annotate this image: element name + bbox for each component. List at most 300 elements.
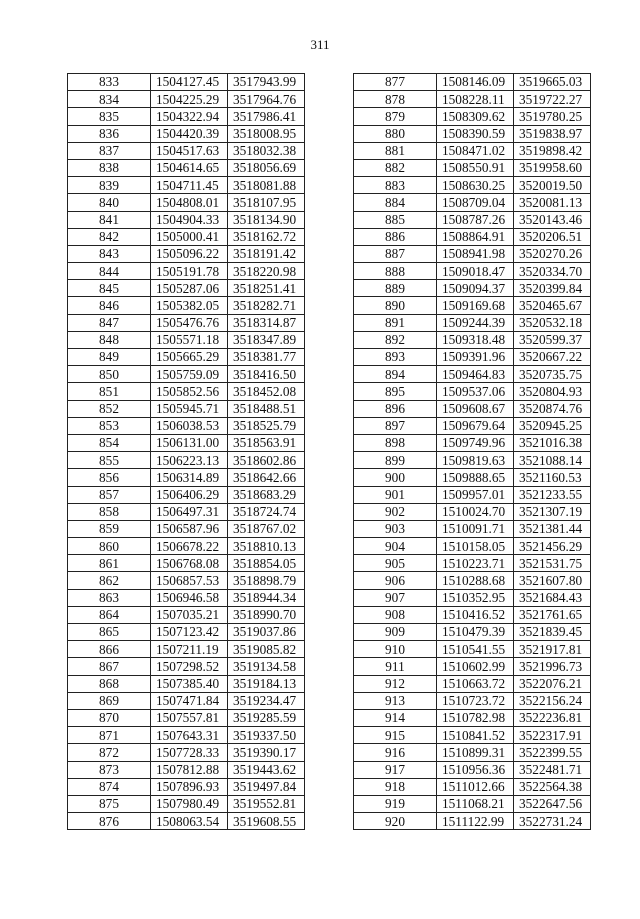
x-coordinate-cell: 1510223.71 — [437, 555, 514, 572]
x-coordinate-cell: 1510723.72 — [437, 692, 514, 709]
x-coordinate-cell: 1506587.96 — [151, 520, 228, 537]
y-coordinate-cell: 3518452.08 — [228, 383, 305, 400]
x-coordinate-cell: 1509318.48 — [437, 331, 514, 348]
point-number-cell: 883 — [354, 177, 437, 194]
table-row — [68, 91, 305, 108]
x-coordinate-cell: 1507980.49 — [151, 795, 228, 812]
x-coordinate-cell: 1505571.18 — [151, 331, 228, 348]
table-row — [354, 469, 591, 486]
table-row — [354, 91, 591, 108]
y-coordinate-cell: 3521160.53 — [514, 469, 591, 486]
point-number-cell: 903 — [354, 520, 437, 537]
table-row — [68, 778, 305, 795]
y-coordinate-cell: 3518944.34 — [228, 589, 305, 606]
point-number-cell: 873 — [68, 761, 151, 778]
x-coordinate-cell: 1508390.59 — [437, 125, 514, 142]
point-number-cell: 862 — [68, 572, 151, 589]
point-number-cell: 835 — [68, 108, 151, 125]
y-coordinate-cell: 3520667.22 — [514, 349, 591, 366]
table-row — [68, 538, 305, 555]
point-number-cell: 898 — [354, 434, 437, 451]
x-coordinate-cell: 1508787.26 — [437, 211, 514, 228]
y-coordinate-cell: 3519958.60 — [514, 159, 591, 176]
point-number-cell: 874 — [68, 778, 151, 795]
y-coordinate-cell: 3522731.24 — [514, 813, 591, 830]
table-row — [68, 74, 305, 91]
y-coordinate-cell: 3520081.13 — [514, 194, 591, 211]
y-coordinate-cell: 3518990.70 — [228, 606, 305, 623]
y-coordinate-cell: 3519838.97 — [514, 125, 591, 142]
x-coordinate-cell: 1507896.93 — [151, 778, 228, 795]
x-coordinate-cell: 1507035.21 — [151, 606, 228, 623]
point-number-cell: 902 — [354, 503, 437, 520]
y-coordinate-cell: 3520270.26 — [514, 245, 591, 262]
x-coordinate-cell: 1510024.70 — [437, 503, 514, 520]
y-coordinate-cell: 3519443.62 — [228, 761, 305, 778]
y-coordinate-cell: 3518683.29 — [228, 486, 305, 503]
point-number-cell: 833 — [68, 74, 151, 91]
table-row — [68, 383, 305, 400]
table-row — [354, 159, 591, 176]
point-number-cell: 858 — [68, 503, 151, 520]
y-coordinate-cell: 3518563.91 — [228, 434, 305, 451]
point-number-cell: 909 — [354, 624, 437, 641]
point-number-cell: 844 — [68, 263, 151, 280]
x-coordinate-cell: 1509391.96 — [437, 349, 514, 366]
y-coordinate-cell: 3522236.81 — [514, 709, 591, 726]
x-coordinate-cell: 1504127.45 — [151, 74, 228, 91]
x-coordinate-cell: 1506131.00 — [151, 434, 228, 451]
y-coordinate-cell: 3520334.70 — [514, 263, 591, 280]
y-coordinate-cell: 3522317.91 — [514, 727, 591, 744]
x-coordinate-cell: 1510158.05 — [437, 538, 514, 555]
x-coordinate-cell: 1510416.52 — [437, 606, 514, 623]
point-number-cell: 845 — [68, 280, 151, 297]
y-coordinate-cell: 3522076.21 — [514, 675, 591, 692]
table-row — [68, 228, 305, 245]
y-coordinate-cell: 3522481.71 — [514, 761, 591, 778]
table-row — [68, 452, 305, 469]
x-coordinate-cell: 1508550.91 — [437, 159, 514, 176]
point-number-cell: 854 — [68, 434, 151, 451]
table-row — [68, 520, 305, 537]
x-coordinate-cell: 1504322.94 — [151, 108, 228, 125]
table-row — [68, 125, 305, 142]
point-number-cell: 884 — [354, 194, 437, 211]
point-number-cell: 834 — [68, 91, 151, 108]
x-coordinate-cell: 1508146.09 — [437, 74, 514, 91]
x-coordinate-cell: 1509537.06 — [437, 383, 514, 400]
y-coordinate-cell: 3518416.50 — [228, 366, 305, 383]
point-number-cell: 871 — [68, 727, 151, 744]
point-number-cell: 880 — [354, 125, 437, 142]
table-row — [354, 194, 591, 211]
y-coordinate-cell: 3518767.02 — [228, 520, 305, 537]
y-coordinate-cell: 3518488.51 — [228, 400, 305, 417]
table-row — [68, 641, 305, 658]
point-number-cell: 841 — [68, 211, 151, 228]
point-number-cell: 896 — [354, 400, 437, 417]
x-coordinate-cell: 1509244.39 — [437, 314, 514, 331]
point-number-cell: 897 — [354, 417, 437, 434]
x-coordinate-cell: 1506497.31 — [151, 503, 228, 520]
point-number-cell: 877 — [354, 74, 437, 91]
table-row — [354, 727, 591, 744]
table-row — [68, 624, 305, 641]
y-coordinate-cell: 3520804.93 — [514, 383, 591, 400]
x-coordinate-cell: 1504808.01 — [151, 194, 228, 211]
point-number-cell: 885 — [354, 211, 437, 228]
x-coordinate-cell: 1505476.76 — [151, 314, 228, 331]
x-coordinate-cell: 1507643.31 — [151, 727, 228, 744]
point-number-cell: 868 — [68, 675, 151, 692]
y-coordinate-cell: 3519497.84 — [228, 778, 305, 795]
x-coordinate-cell: 1506678.22 — [151, 538, 228, 555]
table-row — [68, 366, 305, 383]
x-coordinate-cell: 1509888.65 — [437, 469, 514, 486]
y-coordinate-cell: 3519552.81 — [228, 795, 305, 812]
x-coordinate-cell: 1506038.53 — [151, 417, 228, 434]
point-number-cell: 893 — [354, 349, 437, 366]
table-row — [354, 177, 591, 194]
page-number: 311 — [310, 37, 330, 52]
x-coordinate-cell: 1509464.83 — [437, 366, 514, 383]
x-coordinate-cell: 1510956.36 — [437, 761, 514, 778]
point-number-cell: 882 — [354, 159, 437, 176]
point-number-cell: 910 — [354, 641, 437, 658]
y-coordinate-cell: 3518898.79 — [228, 572, 305, 589]
table-row — [68, 692, 305, 709]
point-number-cell: 867 — [68, 658, 151, 675]
table-row — [354, 778, 591, 795]
point-number-cell: 895 — [354, 383, 437, 400]
point-number-cell: 892 — [354, 331, 437, 348]
y-coordinate-cell: 3521531.75 — [514, 555, 591, 572]
table-row — [354, 761, 591, 778]
y-coordinate-cell: 3518525.79 — [228, 417, 305, 434]
x-coordinate-cell: 1508228.11 — [437, 91, 514, 108]
x-coordinate-cell: 1511122.99 — [437, 813, 514, 830]
y-coordinate-cell: 3520143.46 — [514, 211, 591, 228]
x-coordinate-cell: 1511012.66 — [437, 778, 514, 795]
x-coordinate-cell: 1509018.47 — [437, 263, 514, 280]
point-number-cell: 920 — [354, 813, 437, 830]
table-row — [354, 417, 591, 434]
y-coordinate-cell: 3518724.74 — [228, 503, 305, 520]
x-coordinate-cell: 1507812.88 — [151, 761, 228, 778]
y-coordinate-cell: 3520874.76 — [514, 400, 591, 417]
point-number-cell: 913 — [354, 692, 437, 709]
point-number-cell: 901 — [354, 486, 437, 503]
x-coordinate-cell: 1504711.45 — [151, 177, 228, 194]
y-coordinate-cell: 3519134.58 — [228, 658, 305, 675]
x-coordinate-cell: 1505191.78 — [151, 263, 228, 280]
x-coordinate-cell: 1508709.04 — [437, 194, 514, 211]
y-coordinate-cell: 3518162.72 — [228, 228, 305, 245]
table-row — [354, 108, 591, 125]
y-coordinate-cell: 3518220.98 — [228, 263, 305, 280]
y-coordinate-cell: 3521839.45 — [514, 624, 591, 641]
table-row — [354, 400, 591, 417]
table-row — [68, 349, 305, 366]
table-row — [354, 795, 591, 812]
y-coordinate-cell: 3521607.80 — [514, 572, 591, 589]
x-coordinate-cell: 1506768.08 — [151, 555, 228, 572]
y-coordinate-cell: 3518854.05 — [228, 555, 305, 572]
table-row — [354, 383, 591, 400]
y-coordinate-cell: 3519234.47 — [228, 692, 305, 709]
table-row — [354, 245, 591, 262]
table-row — [68, 761, 305, 778]
table-row — [68, 177, 305, 194]
x-coordinate-cell: 1507298.52 — [151, 658, 228, 675]
point-number-cell: 906 — [354, 572, 437, 589]
point-number-cell: 847 — [68, 314, 151, 331]
x-coordinate-cell: 1510479.39 — [437, 624, 514, 641]
point-number-cell: 851 — [68, 383, 151, 400]
y-coordinate-cell: 3517986.41 — [228, 108, 305, 125]
y-coordinate-cell: 3520735.75 — [514, 366, 591, 383]
y-coordinate-cell: 3521917.81 — [514, 641, 591, 658]
table-row — [68, 675, 305, 692]
x-coordinate-cell: 1504614.65 — [151, 159, 228, 176]
y-coordinate-cell: 3518056.69 — [228, 159, 305, 176]
table-row — [68, 709, 305, 726]
point-number-cell: 856 — [68, 469, 151, 486]
table-row — [354, 555, 591, 572]
y-coordinate-cell: 3521996.73 — [514, 658, 591, 675]
x-coordinate-cell: 1504225.29 — [151, 91, 228, 108]
point-number-cell: 855 — [68, 452, 151, 469]
y-coordinate-cell: 3522647.56 — [514, 795, 591, 812]
y-coordinate-cell: 3519037.86 — [228, 624, 305, 641]
x-coordinate-cell: 1510782.98 — [437, 709, 514, 726]
x-coordinate-cell: 1505759.09 — [151, 366, 228, 383]
x-coordinate-cell: 1506857.53 — [151, 572, 228, 589]
y-coordinate-cell: 3518191.42 — [228, 245, 305, 262]
x-coordinate-cell: 1507471.84 — [151, 692, 228, 709]
point-number-cell: 875 — [68, 795, 151, 812]
y-coordinate-cell: 3518810.13 — [228, 538, 305, 555]
point-number-cell: 891 — [354, 314, 437, 331]
table-row — [354, 538, 591, 555]
x-coordinate-cell: 1506946.58 — [151, 589, 228, 606]
y-coordinate-cell: 3518032.38 — [228, 142, 305, 159]
table-row — [68, 572, 305, 589]
point-number-cell: 911 — [354, 658, 437, 675]
x-coordinate-cell: 1506314.89 — [151, 469, 228, 486]
y-coordinate-cell: 3519780.25 — [514, 108, 591, 125]
y-coordinate-cell: 3519665.03 — [514, 74, 591, 91]
table-row — [68, 555, 305, 572]
table-row — [354, 709, 591, 726]
y-coordinate-cell: 3521456.29 — [514, 538, 591, 555]
x-coordinate-cell: 1506406.29 — [151, 486, 228, 503]
y-coordinate-cell: 3519337.50 — [228, 727, 305, 744]
table-row — [354, 314, 591, 331]
table-row — [354, 658, 591, 675]
x-coordinate-cell: 1505096.22 — [151, 245, 228, 262]
y-coordinate-cell: 3519608.55 — [228, 813, 305, 830]
point-number-cell: 887 — [354, 245, 437, 262]
y-coordinate-cell: 3520019.50 — [514, 177, 591, 194]
x-coordinate-cell: 1510602.99 — [437, 658, 514, 675]
x-coordinate-cell: 1509608.67 — [437, 400, 514, 417]
x-coordinate-cell: 1506223.13 — [151, 452, 228, 469]
point-number-cell: 861 — [68, 555, 151, 572]
y-coordinate-cell: 3521381.44 — [514, 520, 591, 537]
y-coordinate-cell: 3520599.37 — [514, 331, 591, 348]
x-coordinate-cell: 1510899.31 — [437, 744, 514, 761]
y-coordinate-cell: 3519722.27 — [514, 91, 591, 108]
table-row — [354, 452, 591, 469]
y-coordinate-cell: 3520945.25 — [514, 417, 591, 434]
x-coordinate-cell: 1505382.05 — [151, 297, 228, 314]
x-coordinate-cell: 1508864.91 — [437, 228, 514, 245]
table-row — [354, 297, 591, 314]
x-coordinate-cell: 1507123.42 — [151, 624, 228, 641]
point-number-cell: 863 — [68, 589, 151, 606]
x-coordinate-cell: 1509679.64 — [437, 417, 514, 434]
table-row — [68, 744, 305, 761]
x-coordinate-cell: 1509169.68 — [437, 297, 514, 314]
point-number-cell: 849 — [68, 349, 151, 366]
y-coordinate-cell: 3519285.59 — [228, 709, 305, 726]
x-coordinate-cell: 1510288.68 — [437, 572, 514, 589]
x-coordinate-cell: 1504904.33 — [151, 211, 228, 228]
table-row — [354, 624, 591, 641]
y-coordinate-cell: 3518602.86 — [228, 452, 305, 469]
point-number-cell: 872 — [68, 744, 151, 761]
point-number-cell: 879 — [354, 108, 437, 125]
table-row — [68, 486, 305, 503]
point-number-cell: 914 — [354, 709, 437, 726]
table-row — [68, 280, 305, 297]
table-row — [68, 727, 305, 744]
x-coordinate-cell: 1508063.54 — [151, 813, 228, 830]
y-coordinate-cell: 3522399.55 — [514, 744, 591, 761]
table-row — [354, 744, 591, 761]
table-row — [354, 813, 591, 830]
point-number-cell: 860 — [68, 538, 151, 555]
point-number-cell: 876 — [68, 813, 151, 830]
x-coordinate-cell: 1505287.06 — [151, 280, 228, 297]
x-coordinate-cell: 1510352.95 — [437, 589, 514, 606]
point-number-cell: 916 — [354, 744, 437, 761]
y-coordinate-cell: 3518251.41 — [228, 280, 305, 297]
point-number-cell: 899 — [354, 452, 437, 469]
x-coordinate-cell: 1509094.37 — [437, 280, 514, 297]
table-row — [68, 108, 305, 125]
point-number-cell: 864 — [68, 606, 151, 623]
y-coordinate-cell: 3521088.14 — [514, 452, 591, 469]
x-coordinate-cell: 1505852.56 — [151, 383, 228, 400]
y-coordinate-cell: 3518642.66 — [228, 469, 305, 486]
point-number-cell: 890 — [354, 297, 437, 314]
x-coordinate-cell: 1505665.29 — [151, 349, 228, 366]
point-number-cell: 917 — [354, 761, 437, 778]
y-coordinate-cell: 3518347.89 — [228, 331, 305, 348]
y-coordinate-cell: 3518008.95 — [228, 125, 305, 142]
table-row — [354, 572, 591, 589]
y-coordinate-cell: 3518107.95 — [228, 194, 305, 211]
y-coordinate-cell: 3517964.76 — [228, 91, 305, 108]
table-row — [354, 228, 591, 245]
x-coordinate-cell: 1505945.71 — [151, 400, 228, 417]
point-number-cell: 859 — [68, 520, 151, 537]
y-coordinate-cell: 3521761.65 — [514, 606, 591, 623]
x-coordinate-cell: 1508630.25 — [437, 177, 514, 194]
point-number-cell: 894 — [354, 366, 437, 383]
x-coordinate-cell: 1510091.71 — [437, 520, 514, 537]
point-number-cell: 843 — [68, 245, 151, 262]
y-coordinate-cell: 3521016.38 — [514, 434, 591, 451]
y-coordinate-cell: 3520399.84 — [514, 280, 591, 297]
x-coordinate-cell: 1507385.40 — [151, 675, 228, 692]
y-coordinate-cell: 3522156.24 — [514, 692, 591, 709]
x-coordinate-cell: 1509819.63 — [437, 452, 514, 469]
point-number-cell: 889 — [354, 280, 437, 297]
y-coordinate-cell: 3518282.71 — [228, 297, 305, 314]
table-row — [354, 349, 591, 366]
point-number-cell: 907 — [354, 589, 437, 606]
y-coordinate-cell: 3519390.17 — [228, 744, 305, 761]
table-row — [68, 331, 305, 348]
point-number-cell: 848 — [68, 331, 151, 348]
point-number-cell: 853 — [68, 417, 151, 434]
table-row — [68, 434, 305, 451]
coordinate-table-right — [353, 73, 591, 830]
table-row — [354, 434, 591, 451]
y-coordinate-cell: 3522564.38 — [514, 778, 591, 795]
table-row — [354, 589, 591, 606]
y-coordinate-cell: 3518314.87 — [228, 314, 305, 331]
y-coordinate-cell: 3519898.42 — [514, 142, 591, 159]
point-number-cell: 852 — [68, 400, 151, 417]
x-coordinate-cell: 1504420.39 — [151, 125, 228, 142]
point-number-cell: 846 — [68, 297, 151, 314]
table-row — [354, 263, 591, 280]
point-number-cell: 840 — [68, 194, 151, 211]
table-row — [68, 795, 305, 812]
table-row — [354, 675, 591, 692]
table-row — [354, 520, 591, 537]
point-number-cell: 836 — [68, 125, 151, 142]
x-coordinate-cell: 1510541.55 — [437, 641, 514, 658]
table-row — [354, 641, 591, 658]
point-number-cell: 870 — [68, 709, 151, 726]
x-coordinate-cell: 1508941.98 — [437, 245, 514, 262]
table-row — [68, 245, 305, 262]
point-number-cell: 842 — [68, 228, 151, 245]
x-coordinate-cell: 1510841.52 — [437, 727, 514, 744]
table-row — [68, 400, 305, 417]
point-number-cell: 919 — [354, 795, 437, 812]
y-coordinate-cell: 3520532.18 — [514, 314, 591, 331]
table-row — [354, 211, 591, 228]
point-number-cell: 869 — [68, 692, 151, 709]
point-number-cell: 888 — [354, 263, 437, 280]
table-row — [68, 314, 305, 331]
x-coordinate-cell: 1507211.19 — [151, 641, 228, 658]
table-row — [68, 194, 305, 211]
table-row — [68, 297, 305, 314]
point-number-cell: 912 — [354, 675, 437, 692]
y-coordinate-cell: 3518081.88 — [228, 177, 305, 194]
x-coordinate-cell: 1510663.72 — [437, 675, 514, 692]
table-row — [68, 469, 305, 486]
x-coordinate-cell: 1504517.63 — [151, 142, 228, 159]
